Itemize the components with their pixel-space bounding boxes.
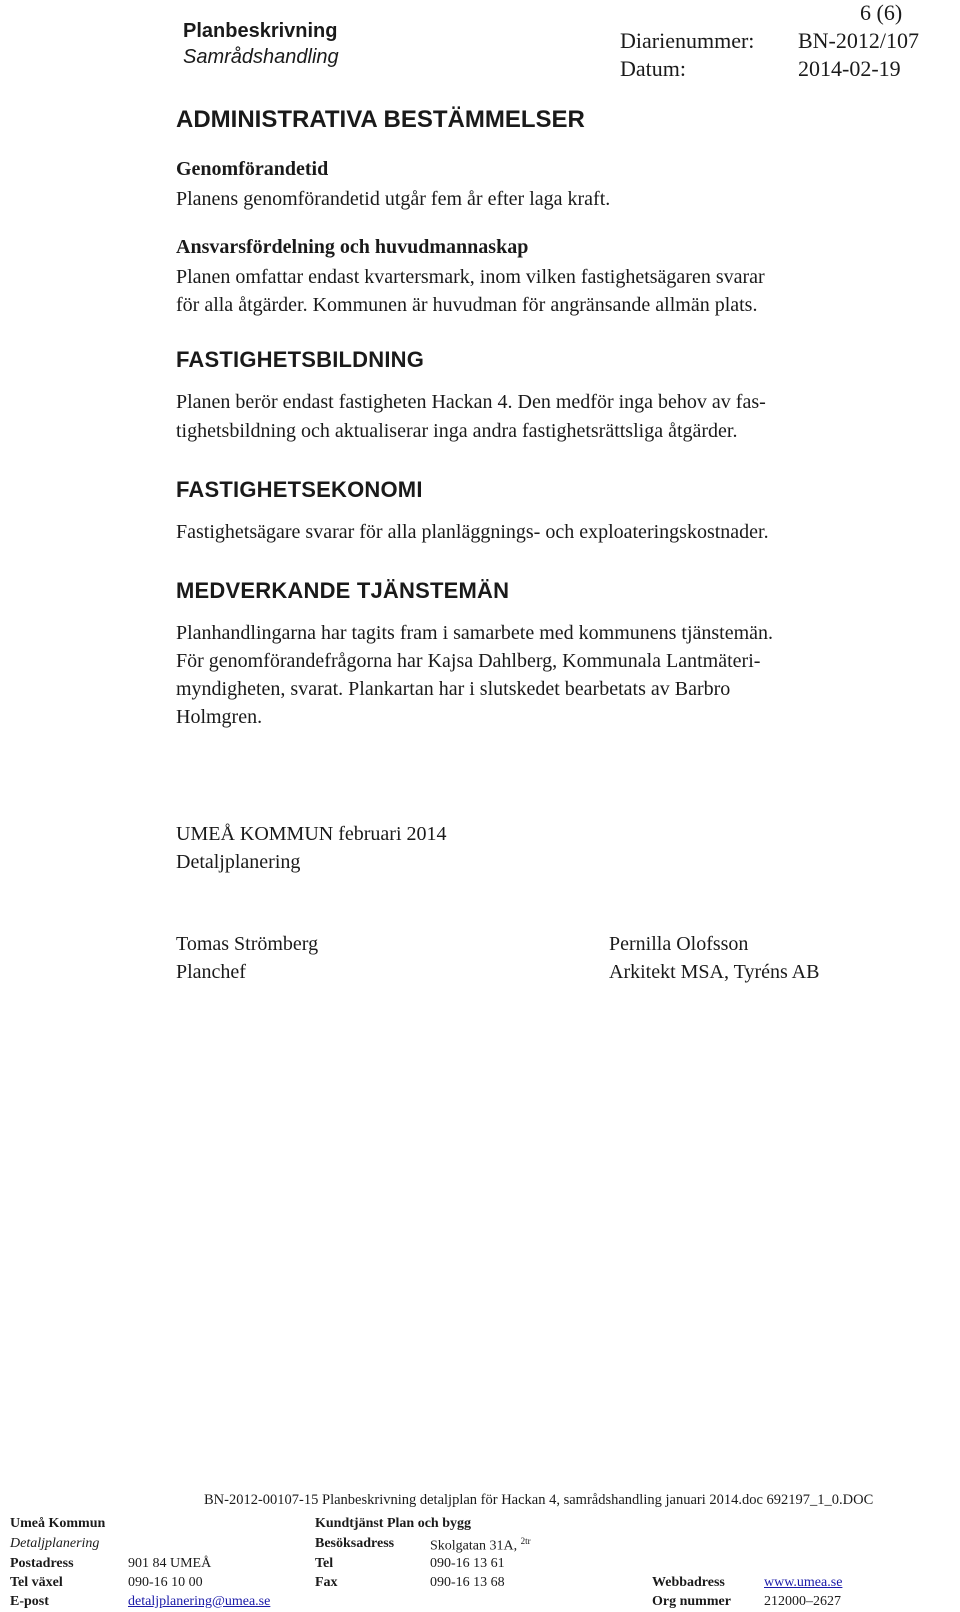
document-status: Samrådshandling	[183, 46, 339, 68]
footer-kundtjanst: Kundtjänst Plan och bygg	[315, 1516, 471, 1531]
ansvar-text-line-1: Planen omfattar endast kvartersmark, inom vilken fastighetsägaren svarar	[176, 266, 765, 288]
ansvar-text-line-2: för alla åtgärder. Kommunen är huvudman för angränsande allmän plats.	[176, 294, 758, 316]
ekonomi-text: Fastighetsägare svarar för alla planläggnings- och exploateringskostnader.	[176, 521, 769, 543]
medverkande-text-line-4: Holmgren.	[176, 706, 263, 728]
footer-tel-value: 090-16 13 61	[430, 1556, 505, 1571]
document-type: Planbeskrivning	[183, 20, 338, 42]
footer-org-nr-value: 212000–2627	[764, 1594, 841, 1609]
footer-webb-link[interactable]: www.umea.se	[764, 1575, 843, 1590]
ansvar-heading: Ansvarsfördelning och huvudmannaskap	[176, 236, 529, 258]
fastighetsbildning-heading: FASTIGHETSBILDNING	[176, 347, 425, 372]
medverkande-text-line-3: myndigheten, svarat. Plankartan har i slutskedet bearbetats av Barbro	[176, 678, 731, 700]
diarie-value: BN-2012/107	[798, 28, 919, 53]
footer-fax-label: Fax	[315, 1575, 338, 1590]
datum-value: 2014-02-19	[798, 56, 901, 81]
fastighetsbildning-text-line-1: Planen berör endast fastigheten Hackan 4. Den medför inga behov av fas-	[176, 391, 766, 413]
footer-besok-label: Besöksadress	[315, 1536, 395, 1551]
footer-besok-value: Skolgatan 31A, $^{2tr}$	[430, 1536, 531, 1554]
signer-right-name: Pernilla Olofsson	[609, 933, 749, 955]
medverkande-text-line-1: Planhandlingarna har tagits fram i samarbete med kommunens tjänstemän.	[176, 622, 774, 644]
footer-file-name: BN-2012-00107-15 Planbeskrivning detaljplan för Hackan 4, samrådshandling januari 2014.doc 692197_1_0.DOC	[204, 1492, 874, 1508]
footer-tel-label: Tel	[315, 1556, 334, 1571]
footer-epost-link[interactable]: detaljplanering@umea.se	[128, 1594, 271, 1609]
footer-epost-label: E-post	[10, 1594, 49, 1609]
footer-department: Detaljplanering	[10, 1536, 100, 1551]
medverkande-heading: MEDVERKANDE TJÄNSTEMÄN	[176, 578, 510, 603]
datum-label: Datum:	[620, 56, 686, 81]
admin-heading: ADMINISTRATIVA BESTÄMMELSER	[176, 106, 585, 133]
medverkande-text-line-2: För genomförandefrågorna har Kajsa Dahlberg, Kommunala Lantmäteri-	[176, 650, 761, 672]
footer-besok-floor: 2tr	[520, 1536, 531, 1546]
footer-vaxel-value: 090-16 10 00	[128, 1575, 203, 1590]
signature-department: Detaljplanering	[176, 851, 301, 873]
genomforandetid-text: Planens genomförandetid utgår fem år efter laga kraft.	[176, 188, 611, 210]
ekonomi-heading: FASTIGHETSEKONOMI	[176, 477, 423, 502]
signature-org: UMEÅ KOMMUN februari 2014	[176, 823, 447, 845]
footer-post-value: 901 84 UMEÅ	[128, 1556, 212, 1571]
footer-org: Umeå Kommun	[10, 1516, 106, 1531]
footer-post-label: Postadress	[10, 1556, 74, 1571]
footer-vaxel-label: Tel växel	[10, 1575, 63, 1590]
page-number: 6 (6)	[860, 0, 903, 25]
footer-org-nr-label: Org nummer	[652, 1594, 731, 1609]
footer-fax-value: 090-16 13 68	[430, 1575, 505, 1590]
signer-left-title: Planchef	[176, 961, 246, 983]
genomforandetid-heading: Genomförandetid	[176, 158, 329, 180]
footer-webb-label: Webbadress	[652, 1575, 725, 1590]
signer-right-title: Arkitekt MSA, Tyréns AB	[609, 961, 820, 983]
fastighetsbildning-text-line-2: tighetsbildning och aktualiserar inga andra fastighetsrättsliga åtgärder.	[176, 420, 738, 442]
signer-left-name: Tomas Strömberg	[176, 933, 319, 955]
diarie-label: Diarienummer:	[620, 28, 755, 53]
